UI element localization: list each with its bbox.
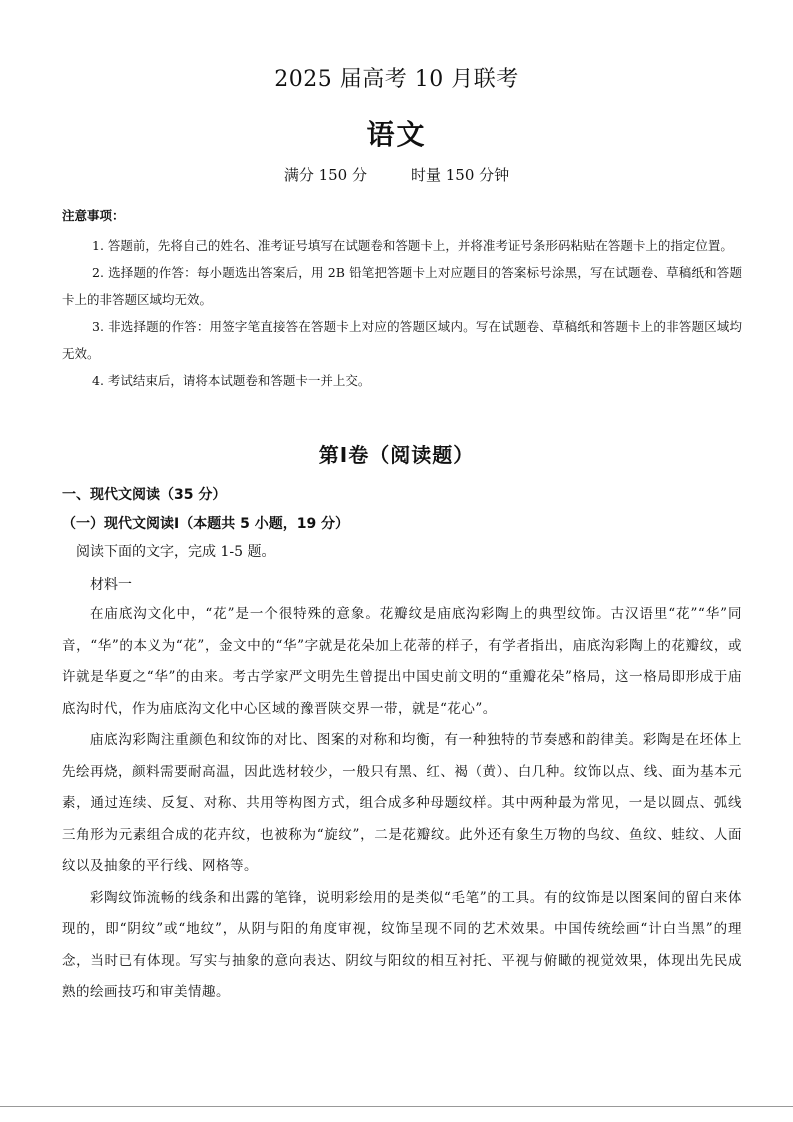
reading-passage	[62, 599, 742, 1009]
notice-item: 1. 答题前，先将自己的姓名、准考证号填写在试题卷和答题卡上，并将准考证号条形码粘贴在答题卡上的指定位置。	[92, 238, 733, 253]
material-label: 材料一	[90, 577, 132, 593]
notice-item: 3. 非选择题的作答：用签字笔直接答在答题卡上对应的答题区域内。写在试题卷、草稿纸和答题卡上的非答题区域均无效。	[62, 319, 742, 361]
page-bottom-rule	[0, 1106, 793, 1107]
subject-title: 语文	[366, 118, 427, 151]
subsection-title: （一）现代文阅读Ⅰ（本题共 5 小题，19 分）	[62, 516, 350, 532]
passage-paragraph: 彩陶纹饰流畅的线条和出露的笔锋，说明彩绘用的是类似“毛笔”的工具。有的纹饰是以图案间的留白来体现的，即“阴纹”或“地纹”，从阴与阳的角度审视，纹饰呈现不同的艺术效果。中国传统绘画“计白当黑”的理念，当时已有体现。写实与抽象的意向表达、阴纹与阳纹的相互衬托、平视与俯瞰的视觉效果，体现出先民成熟的绘画技巧和审美情趣。	[62, 889, 742, 1000]
notice-list	[62, 232, 742, 394]
passage-paragraph: 庙底沟彩陶注重颜色和纹饰的对比、图案的对称和均衡，有一种独特的节奏感和韵律美。彩陶是在坯体上先绘再烧，颜料需要耐高温，因此选材较少，一般只有黑、红、褐（黄）、白几种。纹饰以点、线、面为基本元素，通过连续、反复、对称、共用等构图方式，组合成多种母题纹样。其中两种最为常见，一是以圆点、弧线三角形为元素组合成的花卉纹，也被称为“旋纹”，二是花瓣纹。此外还有象生万物的鸟纹、鱼纹、蛙纹、人面纹以及抽象的平行线、网格等。	[62, 732, 742, 874]
part-title: 第Ⅰ卷（阅读题）	[318, 443, 475, 467]
duration: 时量 150 分钟	[411, 166, 510, 184]
notice-heading: 注意事项：	[62, 208, 125, 223]
passage-paragraph: 在庙底沟文化中，“花”是一个很特殊的意象。花瓣纹是庙底沟彩陶上的典型纹饰。古汉语里“花”“华”同音，“华”的本义为“花”，金文中的“华”字就是花朵加上花蒂的样子，有学者指出，庙底沟彩陶上的花瓣纹，或许就是华夏之“华”的由来。考古学家严文明先生曾提出中国史前文明的“重瓣花朵”格局，这一格局即形成于庙底沟时代，作为庙底沟文化中心区域的豫晋陕交界一带，就是“花心”。	[62, 606, 742, 717]
section-title: 一、现代文阅读（35 分）	[62, 487, 227, 503]
reading-instruction: 阅读下面的文字，完成 1-5 题。	[76, 544, 276, 560]
exam-title: 2025 届高考 10 月联考	[274, 67, 519, 92]
full-score: 满分 150 分	[283, 166, 367, 184]
notice-item: 4. 考试结束后，请将本试题卷和答题卡一并上交。	[92, 373, 371, 388]
exam-meta	[0, 164, 793, 185]
notice-item: 2. 选择题的作答：每小题选出答案后，用 2B 铅笔把答题卡上对应题目的答案标号涂黑，写在试题卷、草稿纸和答题卡上的非答题区域均无效。	[62, 265, 742, 307]
